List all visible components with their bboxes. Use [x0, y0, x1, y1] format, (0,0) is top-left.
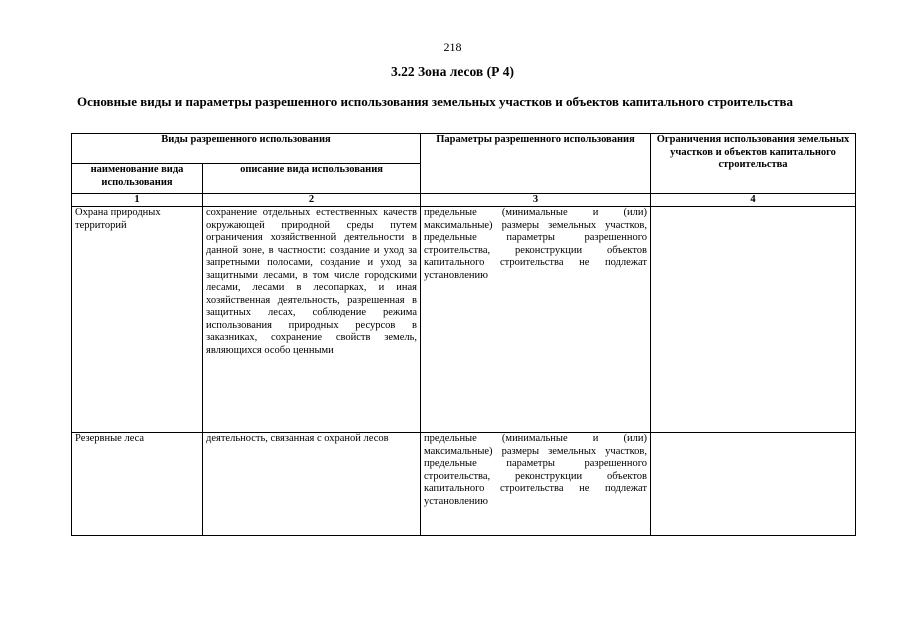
cell-parameters: предельные (минимальные и (или) максимальные) размеры земельных участков, предельные параметры разрешенного строительства, реконструкции объектов капитального строительства не подлежат установлению [421, 433, 651, 536]
cell-type-description: сохранение отдельных естественных качеств окружающей природной среды путем ограничения хозяйственной деятельности в данной зоне, в частности: создание и уход за запретными полосами, создание и уход за защитными лесами, в том числе городскими лесами, лесами в лесопарках, и иная хозяйственная деятельность, разрешенная в защитных лесах, соблюдение режима использования природных ресурсов в заказниках, сохранение свойств земель, являющихся особо ценными [203, 207, 421, 433]
column-number: 3 [421, 194, 651, 207]
cell-type-name: Резервные леса [72, 433, 203, 536]
header-group-types: Виды разрешенного использования [72, 134, 421, 164]
cell-restrictions [651, 433, 856, 536]
table-row [72, 433, 856, 536]
header-restrictions: Ограничения использования земельных участков и объектов капитального строительства [651, 134, 856, 194]
cell-type-description: деятельность, связанная с охраной лесов [203, 433, 421, 536]
header-row-1 [72, 134, 856, 164]
column-number: 4 [651, 194, 856, 207]
column-number: 2 [203, 194, 421, 207]
section-title: 3.22 Зона лесов (Р 4) [391, 64, 514, 79]
table-caption: Основные виды и параметры разрешенного использования земельных участков и объектов капитального строительства [77, 94, 793, 109]
zone-table [71, 133, 856, 536]
table-row [72, 207, 856, 433]
header-parameters: Параметры разрешенного использования [421, 134, 651, 194]
header-type-description: описание вида использования [203, 164, 421, 194]
page-number: 218 [443, 40, 462, 54]
column-number-row [72, 194, 856, 207]
cell-restrictions [651, 207, 856, 433]
cell-parameters: предельные (минимальные и (или) максимальные) размеры земельных участков, предельные параметры разрешенного строительства, реконструкции объектов капитального строительства не подлежат установлению [421, 207, 651, 433]
column-number: 1 [72, 194, 203, 207]
cell-type-name: Охрана природных территорий [72, 207, 203, 433]
header-type-name: наименование вида использования [72, 164, 203, 194]
